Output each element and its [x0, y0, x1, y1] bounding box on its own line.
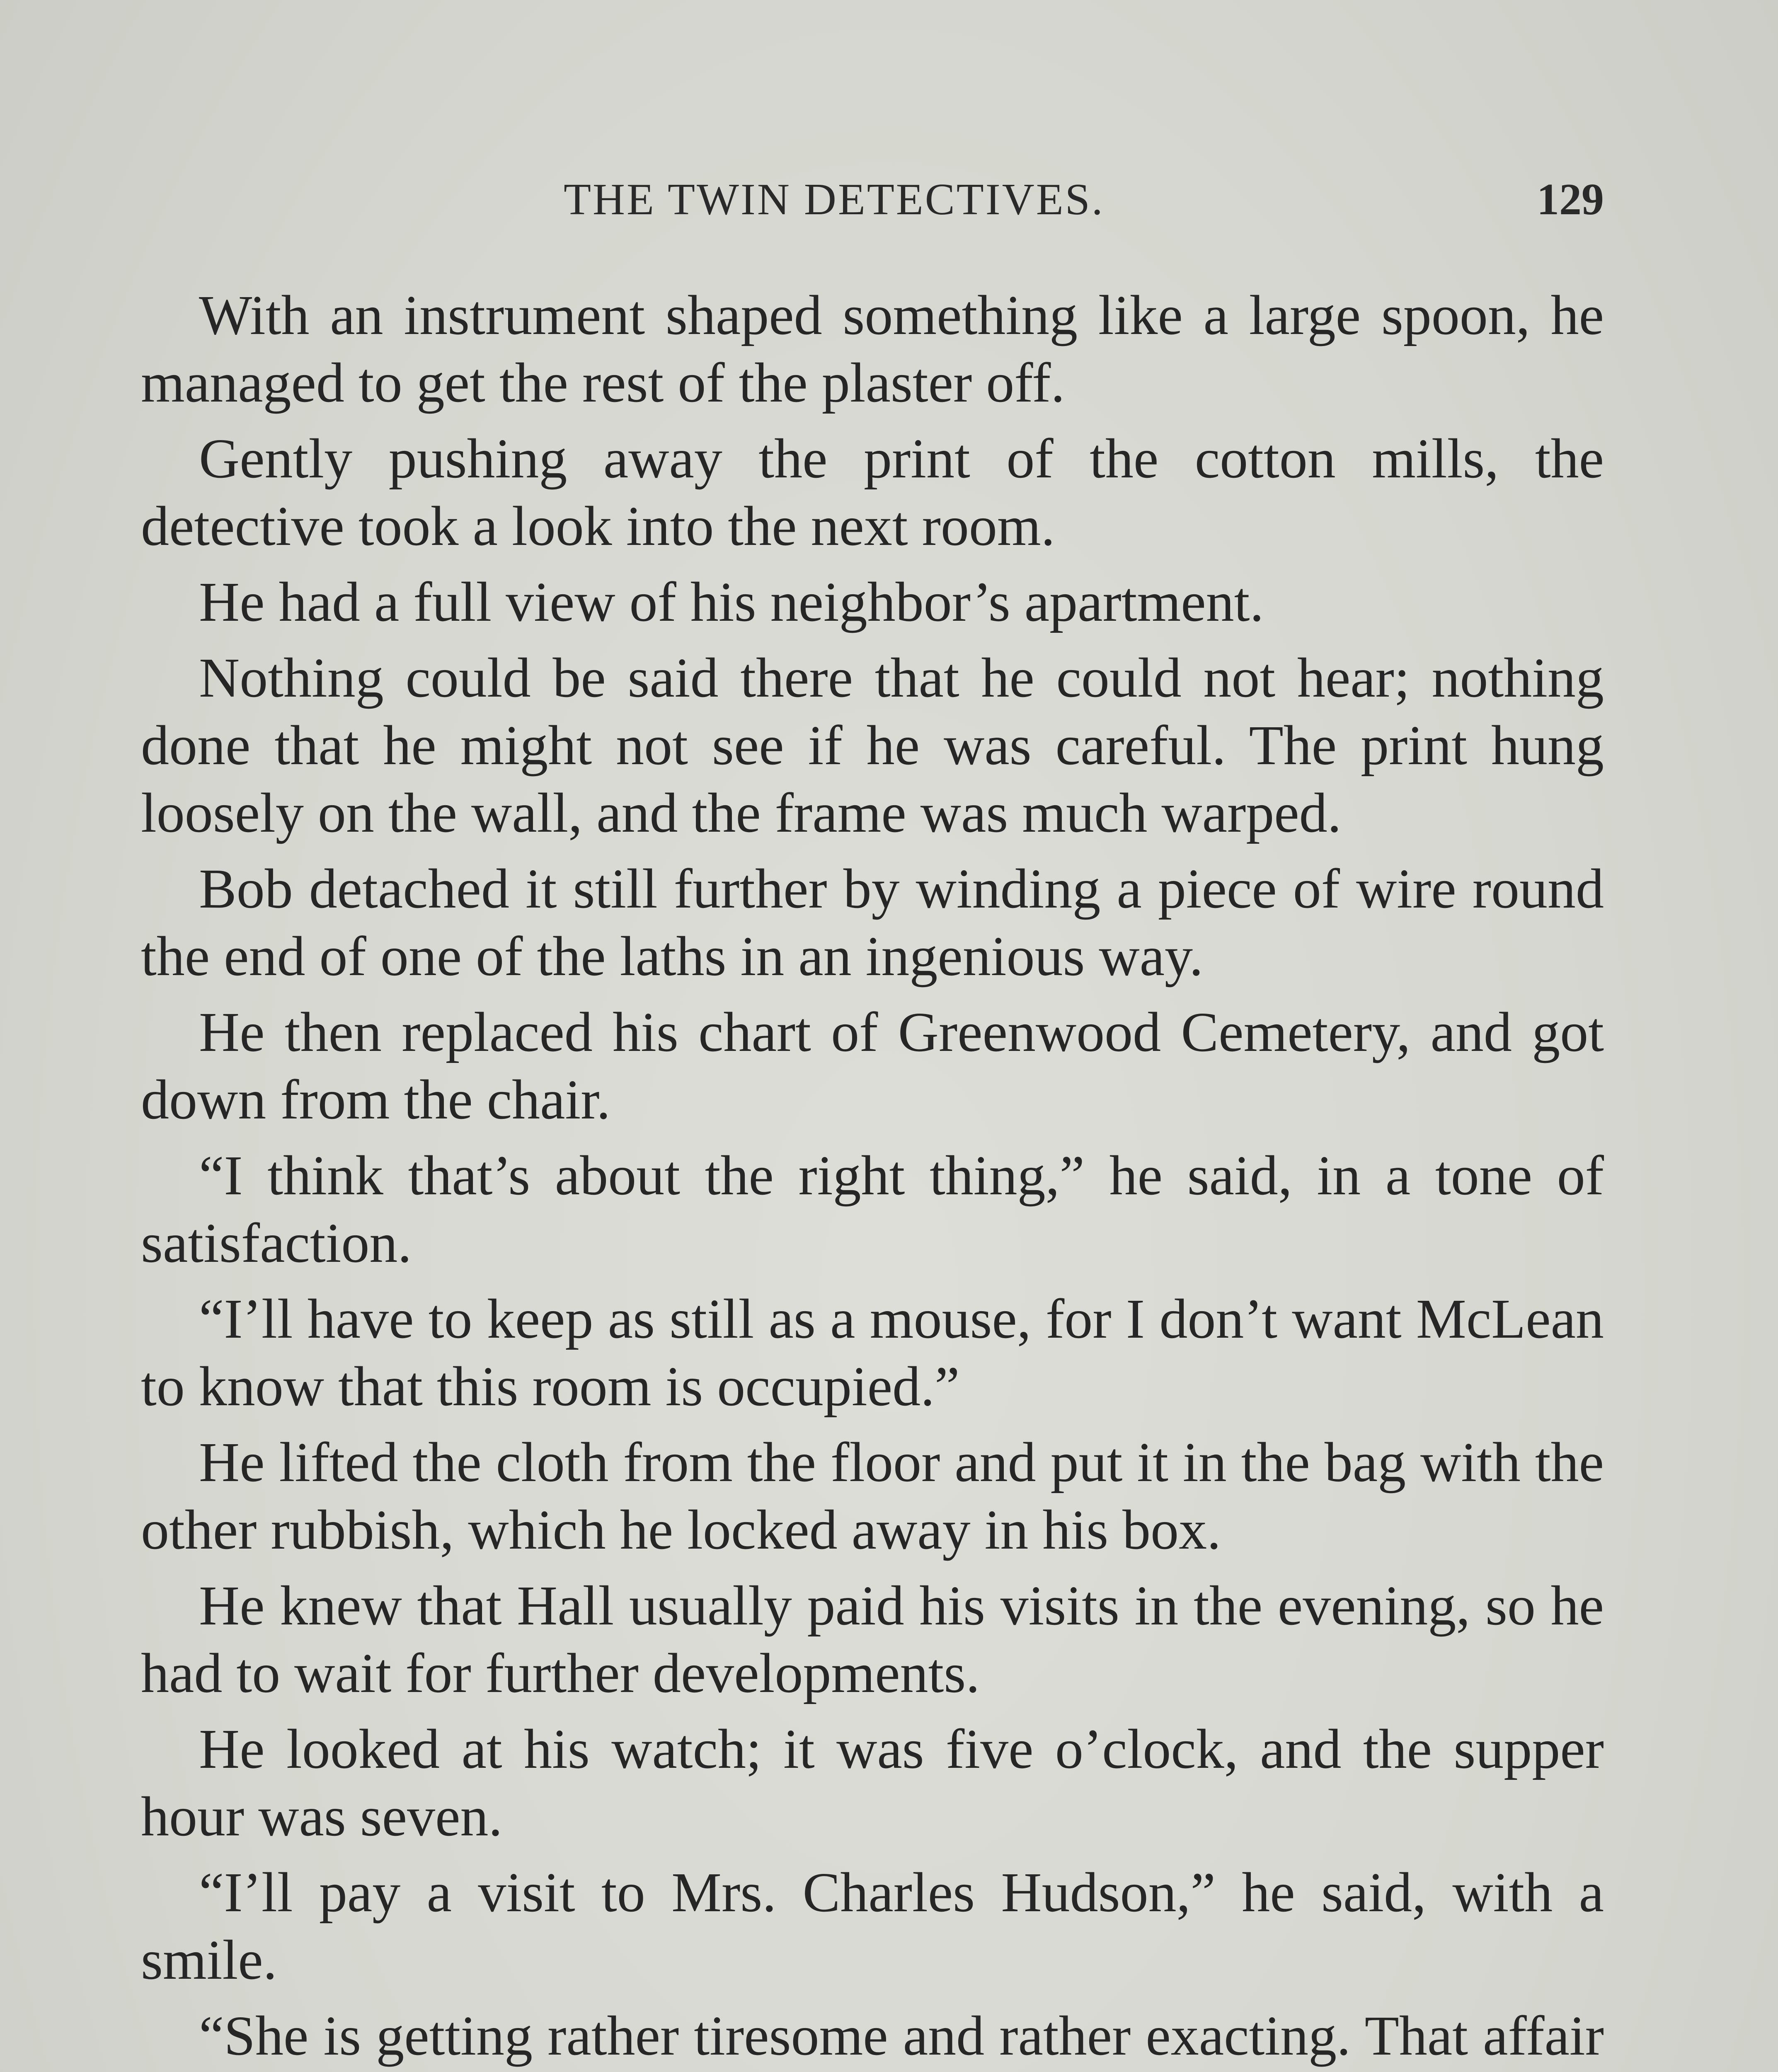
- paragraph: With an instrument shaped something like a large spoon, he managed to get the rest of the plaster off.: [141, 284, 1604, 414]
- paragraph: Bob detached it still further by winding a piece of wire round the end of one of the laths in an ingenious way.: [141, 858, 1604, 988]
- paragraph: Nothing could be said there that he could not hear; nothing done that he might not see if he was careful. The print hung loosely on the wall, and the frame was much warped.: [141, 647, 1604, 844]
- paragraph: He had a full view of his neighbor’s apartment.: [199, 571, 1264, 633]
- paragraph: “I’ll pay a visit to Mrs. Charles Hudson,” he said, with a smile.: [141, 1861, 1604, 1991]
- page-number: 129: [1537, 175, 1604, 224]
- body-text: [141, 282, 1604, 2072]
- paragraph: “She is getting rather tiresome and rather exacting. That affair: [199, 2005, 1604, 2067]
- paragraph: He then replaced his chart of Greenwood Cemetery, and got down from the chair.: [141, 1001, 1604, 1131]
- running-head: [0, 174, 1778, 236]
- paragraph: He lifted the cloth from the floor and put it in the bag with the other rubbish, which he locked away in his box.: [141, 1431, 1604, 1561]
- paragraph: He looked at his watch; it was five o’clock, and the supper hour was seven.: [141, 1718, 1604, 1848]
- paragraph: “I’ll have to keep as still as a mouse, for I don’t want McLean to know that this room is occupied.”: [141, 1288, 1604, 1418]
- paragraph: He knew that Hall usually paid his visits in the evening, so he had to wait for further developments.: [141, 1575, 1604, 1704]
- paragraph: Gently pushing away the print of the cotton mills, the detective took a look into the next room.: [141, 428, 1604, 557]
- paragraph: “I think that’s about the right thing,” he said, in a tone of satisfaction.: [141, 1145, 1604, 1274]
- running-head-title: THE TWIN DETECTIVES.: [564, 175, 1105, 224]
